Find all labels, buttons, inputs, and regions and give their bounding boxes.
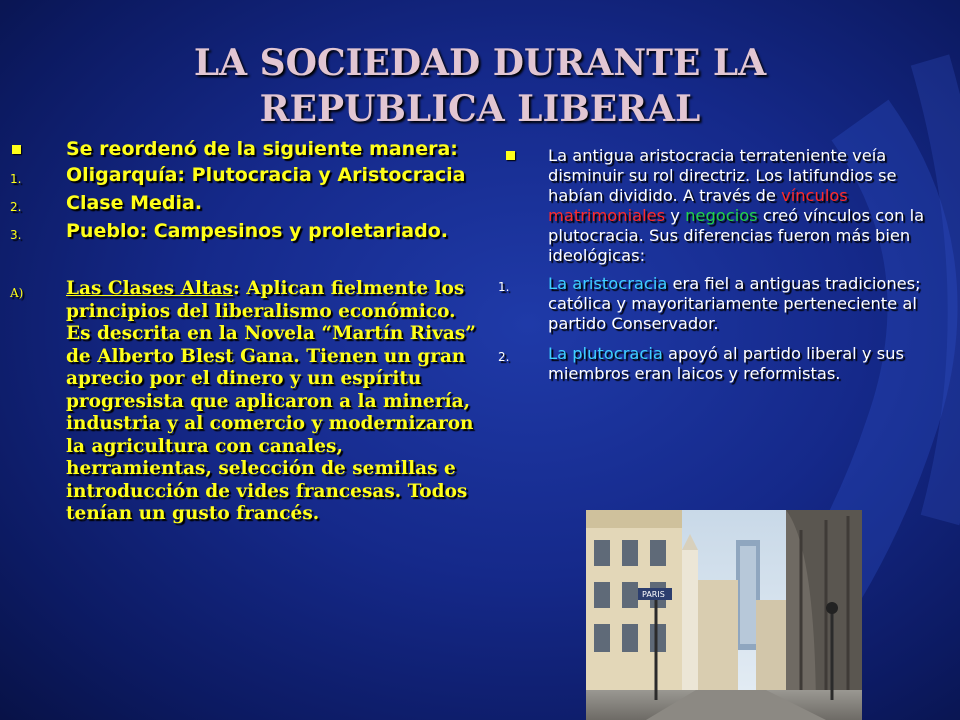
list-highlight: La plutocracia xyxy=(548,344,663,363)
list-marker: 2. xyxy=(498,350,510,364)
intro-bullet xyxy=(10,138,476,160)
section-heading: Las Clases Altas xyxy=(66,278,233,299)
list-item xyxy=(498,274,950,334)
list-item xyxy=(498,344,950,384)
list-item-text: Oligarquía: Plutocracia y Aristocracia xyxy=(66,164,466,186)
street-photo xyxy=(586,510,862,720)
section-text: : Aplican fielmente los principios del liberalismo económico. Es descrita en la Novela “Martín Rivas” de Alberto Blest Gana. Tienen un gran aprecio por el dinero y un espíritu progresista que aplicaron a la minería, industria y al comercio y modernizaron la agricultura con canales, herramientas, selección de semillas e introducción de vides francesas. Todos tenían un gusto francés. xyxy=(66,278,476,524)
right-bullet xyxy=(498,146,950,266)
right-column xyxy=(498,146,950,384)
list-item xyxy=(10,220,476,242)
list-marker: 1. xyxy=(498,280,510,294)
list-item xyxy=(10,192,476,214)
section-marker: A) xyxy=(10,286,24,300)
left-column xyxy=(10,138,476,526)
list-marker: 1. xyxy=(10,172,22,186)
para-red-text: vínculos matrimoniales xyxy=(548,186,848,225)
para-green-text: negocios xyxy=(685,206,758,225)
para-part3: creó vínculos con la plutocracia. Sus diferencias fueron más bien ideológicas: xyxy=(548,206,925,265)
list-item-text: Pueblo: Campesinos y proletariado. xyxy=(66,220,448,242)
list-item xyxy=(10,164,476,186)
intro-text: Se reordenó de la siguiente manera: xyxy=(66,138,458,160)
list-marker: 3. xyxy=(10,228,22,242)
slide-title: LA SOCIEDAD DURANTE LA REPUBLICA LIBERAL xyxy=(193,42,767,130)
list-item-text: era fiel a antiguas tradiciones; católica y mayoritariamente perteneciente al partido Conservador. xyxy=(548,274,921,333)
street-photo-illustration xyxy=(586,510,862,720)
list-marker: 2. xyxy=(10,200,22,214)
para-part1: La antigua aristocracia terrateniente veía disminuir su rol directriz. Los latifundios se habían dividido. A través de xyxy=(548,146,897,205)
list-item-text: Clase Media. xyxy=(66,192,203,214)
square-bullet-icon xyxy=(506,151,515,160)
para-part2: y xyxy=(665,206,686,225)
section-a xyxy=(10,278,476,526)
square-bullet-icon xyxy=(12,145,21,154)
list-item-text: apoyó al partido liberal y sus miembros eran laicos y reformistas. xyxy=(548,344,904,383)
list-highlight: La aristocracia xyxy=(548,274,668,293)
street-sign-text: PARIS xyxy=(642,590,665,599)
